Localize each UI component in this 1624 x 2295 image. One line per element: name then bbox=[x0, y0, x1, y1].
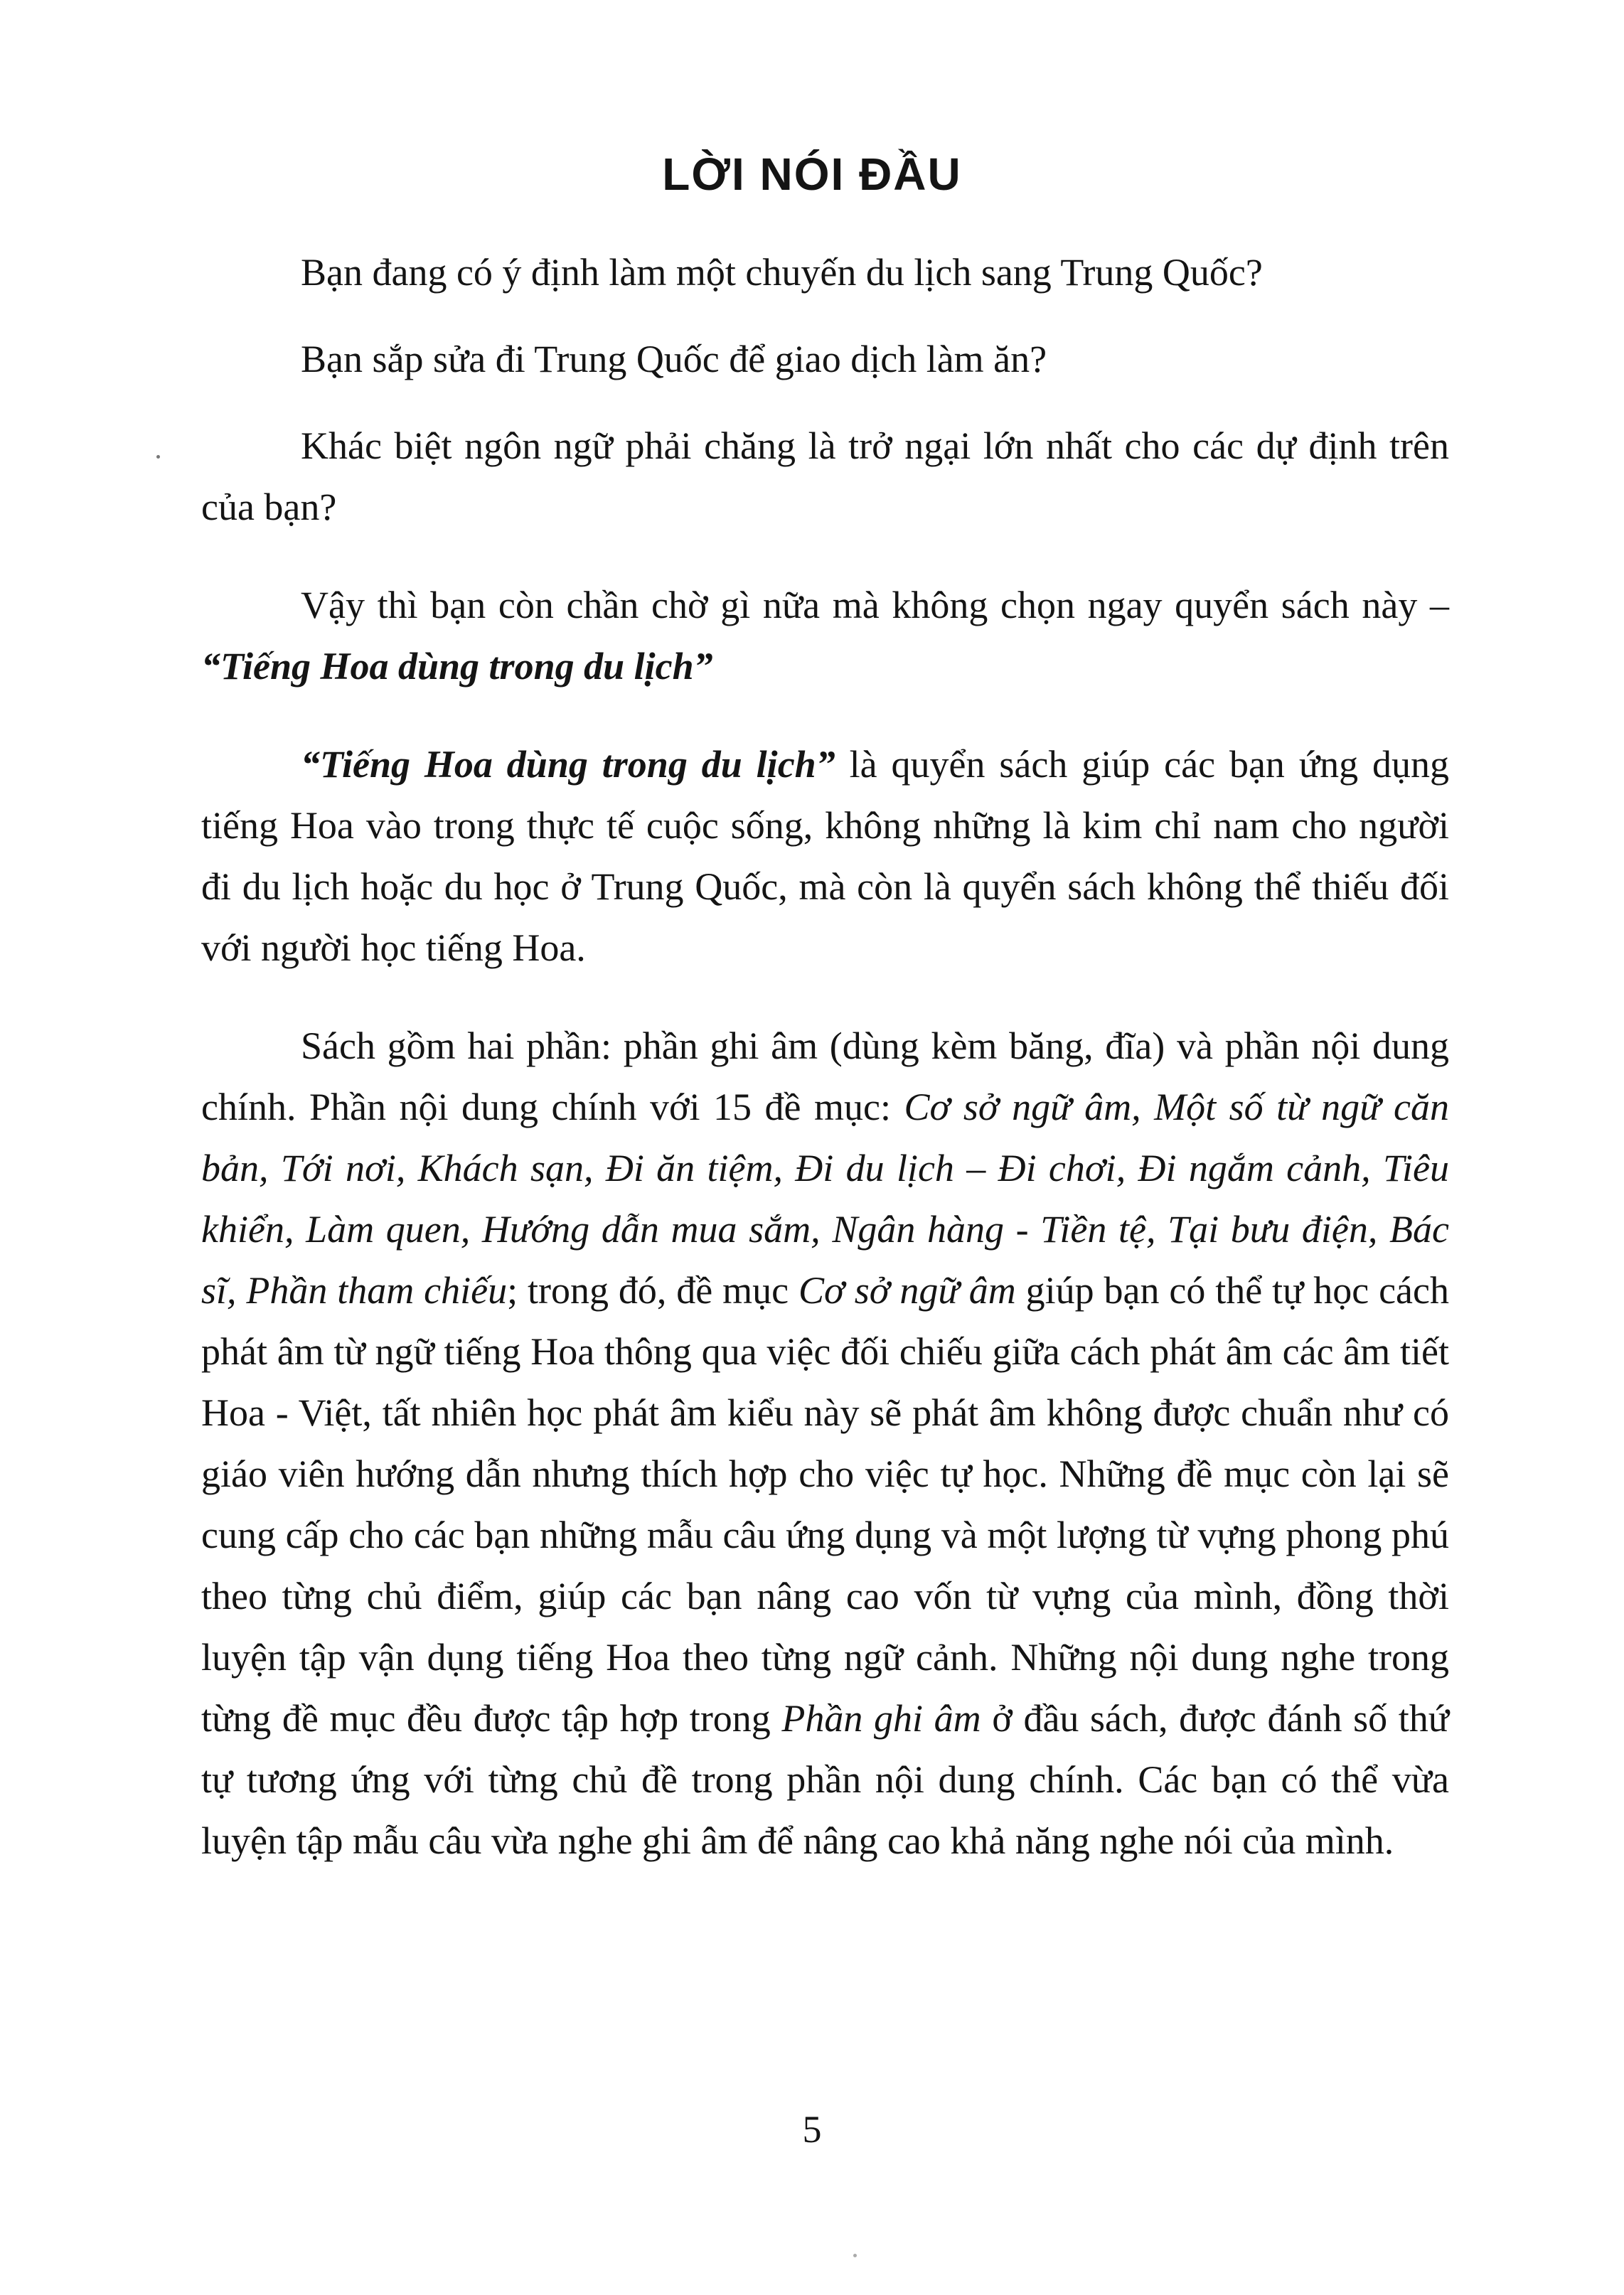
paragraph-6-text-e: giúp bạn có thể tự học cách phát âm từ ngữ tiếng Hoa thông qua việc đối chiếu giữa cách phát âm các âm tiết Hoa - Việt, tất nhiên học phát âm kiểu này sẽ phát âm không được chuẩn như có giáo viên hướng dẫn nhưng thích hợp cho việc tự học. Những đề mục còn lại sẽ cung cấp cho các bạn những mẫu câu ứng dụng và một lượng từ vựng phong phú theo từng chủ điểm, giúp các bạn nâng cao vốn từ vựng của mình, đồng thời luyện tập vận dụng tiếng Hoa theo từng ngữ cảnh. Những nội dung nghe trong từng đề mục đều được tập hợp trong bbox=[201, 1269, 1449, 1740]
paragraph-6-text-c: ; trong đó, đề mục bbox=[507, 1269, 798, 1312]
section-name-phonetics: Cơ sở ngữ âm bbox=[798, 1269, 1016, 1312]
paragraph-4-text: Vậy thì bạn còn chần chờ gì nữa mà không chọn ngay quyển sách này – bbox=[301, 584, 1449, 626]
scan-speck bbox=[156, 455, 160, 459]
paragraph-5 bbox=[201, 734, 1449, 978]
paragraph-3: Khác biệt ngôn ngữ phải chăng là trở ngại lớn nhất cho các dự định trên của bạn? bbox=[201, 424, 1449, 528]
paragraph-6-text-a: Sách gồm hai phần: phần ghi âm (dùng kèm băng, đĩa) và phần nội dung chính. Phần nội dung chính với 15 đề mục: bbox=[201, 1025, 1449, 1128]
book-title-inline: “Tiếng Hoa dùng trong du lịch” bbox=[201, 645, 713, 688]
section-list: Cơ sở ngữ âm, Một số từ ngữ căn bản, Tới nơi, Khách sạn, Đi ăn tiệm, Đi du lịch – Đi chơi, Đi ngắm cảnh, Tiêu khiển, Làm quen, Hướng dẫn mua sắm, Ngân hàng - Tiền tệ, Tại bưu điện, Bác sĩ, Phần tham chiếu bbox=[201, 1086, 1450, 1312]
paragraph-2: Bạn sắp sửa đi Trung Quốc để giao dịch làm ăn? bbox=[301, 338, 1047, 380]
paragraph-5-text: là quyển sách giúp các bạn ứng dụng tiếng Hoa vào trong thực tế cuộc sống, không những là kim chỉ nam cho người đi du lịch hoặc du học ở Trung Quốc, mà còn là quyển sách không thể thiếu đối với người học tiếng Hoa. bbox=[201, 743, 1450, 969]
section-name-recording: Phần ghi âm bbox=[781, 1697, 981, 1740]
preface-body bbox=[201, 242, 1449, 1908]
page-title: LỜI NÓI ĐẦU bbox=[662, 149, 962, 200]
paragraph-6 bbox=[201, 1015, 1449, 1871]
paragraph-4 bbox=[201, 574, 1449, 697]
book-title-lead: “Tiếng Hoa dùng trong du lịch” bbox=[301, 743, 835, 786]
page-number: 5 bbox=[802, 2108, 822, 2151]
paragraph-1: Bạn đang có ý định làm một chuyến du lịch sang Trung Quốc? bbox=[301, 251, 1263, 294]
paragraph-6-text-g: ở đầu sách, được đánh số thứ tự tương ứng với từng chủ đề trong phần nội dung chính. Các bạn có thể vừa luyện tập mẫu câu vừa nghe ghi âm để nâng cao khả năng nghe nói của mình. bbox=[201, 1697, 1449, 1862]
scan-speck bbox=[853, 2254, 857, 2257]
